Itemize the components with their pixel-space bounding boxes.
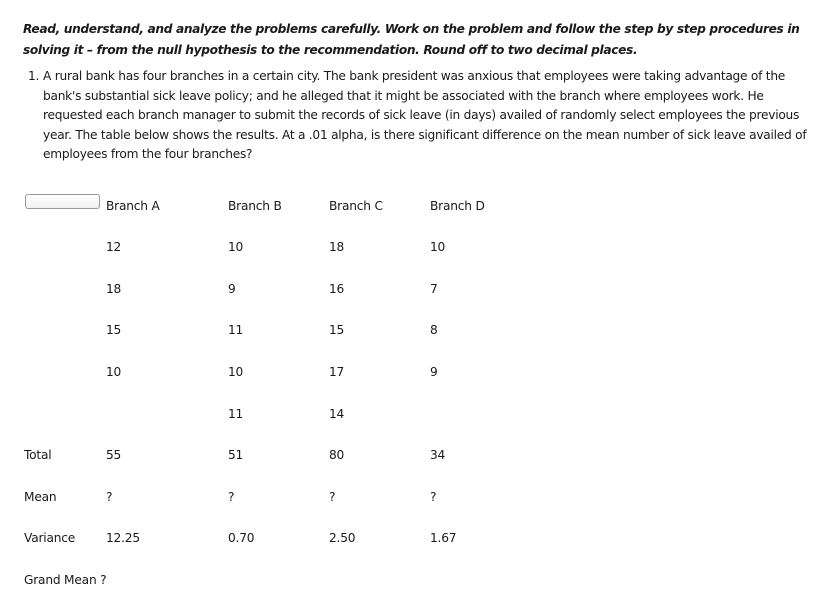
- mean-value: ?: [106, 490, 113, 504]
- mean-value: ?: [228, 490, 235, 504]
- instructions-text: Read, understand, and analyze the problems carefully. Work on the problem and follow the step by step procedures in solving it – from the null hypothesis to the recommendation. Round off to two decimal places.: [23, 22, 800, 57]
- table-cell: 18: [106, 282, 122, 296]
- problem-1: [28, 67, 818, 165]
- table-cell: 10: [228, 365, 244, 379]
- table-cell: 11: [228, 323, 244, 337]
- table-cell: 16: [329, 282, 345, 296]
- table-cell: 14: [329, 407, 345, 421]
- variance-value: 0.70: [228, 531, 255, 545]
- mean-value: ?: [430, 490, 437, 504]
- table-cell: 17: [329, 365, 345, 379]
- total-value: 51: [228, 448, 244, 462]
- mean-label: Mean: [24, 490, 57, 504]
- table-corner-cell: [25, 194, 100, 209]
- table-cell: 10: [430, 240, 446, 254]
- total-value: 55: [106, 448, 122, 462]
- table-cell: 15: [329, 323, 345, 337]
- column-header: Branch D: [430, 199, 485, 213]
- variance-label: Variance: [24, 531, 76, 545]
- column-header: Branch A: [106, 199, 160, 213]
- table-cell: 9: [430, 365, 438, 379]
- table-cell: 7: [430, 282, 438, 296]
- total-label: Total: [24, 448, 52, 462]
- column-header: Branch B: [228, 199, 282, 213]
- problem-number: 1.: [28, 69, 40, 83]
- table-cell: 18: [329, 240, 345, 254]
- table-cell: 11: [228, 407, 244, 421]
- table-cell: 10: [106, 365, 122, 379]
- table-cell: 15: [106, 323, 122, 337]
- variance-value: 1.67: [430, 531, 457, 545]
- total-value: 80: [329, 448, 345, 462]
- table-cell: 12: [106, 240, 122, 254]
- table-cell: 9: [228, 282, 236, 296]
- mean-value: ?: [329, 490, 336, 504]
- table-cell: 8: [430, 323, 438, 337]
- problem-text: A rural bank has four branches in a certain city. The bank president was anxious that employees were taking advantage of the bank's substantial sick leave policy; and he alleged that it might be associated with the branch where employees work. He requested each branch manager to submit the records of sick leave (in days) availed of randomly select employees the previous year. The table below shows the results. At a .01 alpha, is there significant difference on the mean number of sick leave availed of employees from the four branches?: [43, 69, 807, 161]
- total-value: 34: [430, 448, 446, 462]
- column-header: Branch C: [329, 199, 383, 213]
- variance-value: 2.50: [329, 531, 356, 545]
- variance-value: 12.25: [106, 531, 140, 545]
- grand-mean-label: Grand Mean ?: [24, 573, 107, 587]
- table-cell: 10: [228, 240, 244, 254]
